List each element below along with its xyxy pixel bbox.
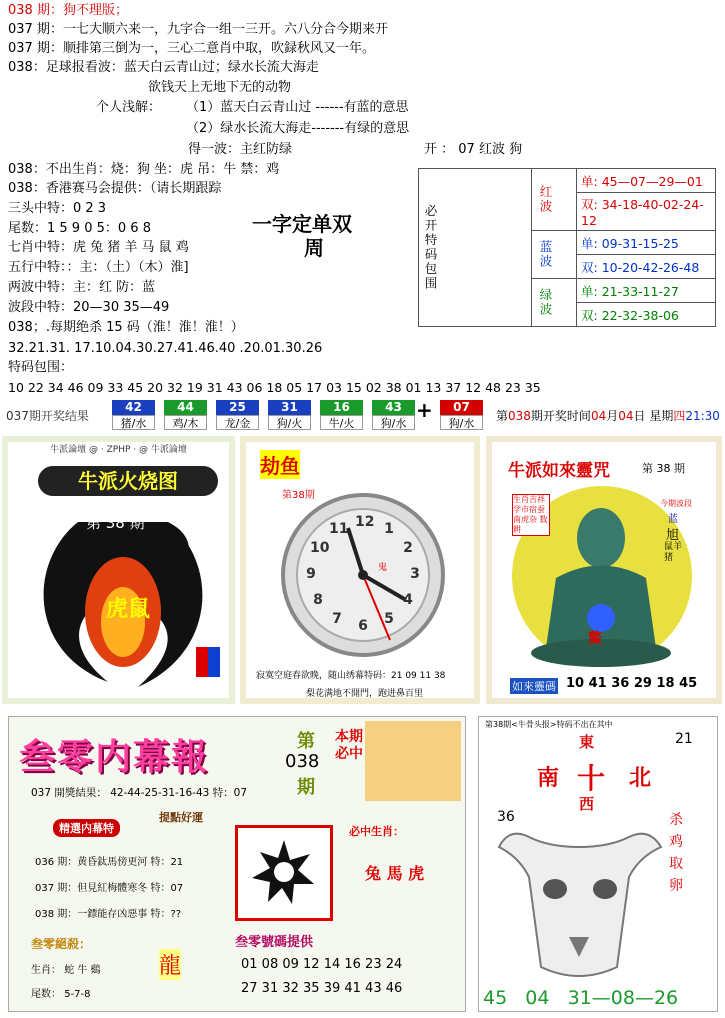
header-line-7: （2）绿水长流大海走-------有绿的意思 [186,121,410,136]
header-line-1: 038 期：狗不理版； [8,3,128,18]
ball-number: 31 [268,400,311,415]
buddha-bottom-label: 如來靈碼 [512,680,556,693]
wave-blue-even: 双: 10-20-42-26-48 [577,255,716,279]
insider-hint-title: 提點好運 [159,811,203,824]
skull-west: 西 [579,795,595,813]
skull-side-text: 杀鸡取卵 [669,812,683,894]
plus-sign: + [416,398,433,422]
insider-kill-tail: 尾数： 5-7-8 [31,989,91,1000]
header-line-19: 特码包围： [8,360,74,375]
ball-number: 42 [112,400,155,415]
ball-number: 43 [372,400,415,415]
clock-number: 1 [384,520,394,537]
header-line-20: 10 22 34 46 09 33 45 20 32 19 31 43 06 18 05 17 03 15 02 38 01 13 37 12 48 23 35 [8,380,541,395]
header-line-5: 欲钱天上无地下无的动物 [148,80,292,95]
ball-zodiac: 猪/水 [112,415,155,430]
clock-number: 5 [384,611,394,628]
insider-star-box [235,825,333,921]
skull-num-left: 36 [497,809,515,825]
result-ball [164,400,207,430]
insider-issue-num: 038 [285,751,320,772]
buddha-right-3: 旭 [666,528,680,543]
clock-number: 4 [403,592,413,608]
skull-bottom: 45 04 31—08—26 [483,987,679,1009]
insider-title: 叁零内幕報 [19,737,210,778]
clock-number: 6 [358,618,368,634]
header-line-16: 波段中特：20—30 35—49 [8,300,170,315]
fire-title: 牛派火烧图 [38,466,218,496]
slogan-1: 一字定单双 [252,212,352,236]
wave-green: 绿波 [532,279,577,327]
ball-zodiac: 牛/火 [320,415,363,430]
skull-header: 第38期<牛骨头报>特码不出在其中 [485,720,613,729]
insider-nums-row-2: 27 31 32 35 39 41 43 46 [241,981,403,996]
results-label: 037期开奖结果 [6,409,89,423]
buddha-right-2: 蓝 [668,514,678,525]
buddha-panel [486,436,722,704]
insider-issue-a: 第 [297,731,315,752]
wave-green-odd: 单: 21-33-11-27 [577,279,716,303]
next-draw-info: 第038期开奖时间04月04日 星期四21:30 [496,409,720,423]
header-line-3: 037 期：顺排第三倒为一，三心二意肖中取，吹録秋风又一年。 [8,41,375,56]
result-ball [268,400,311,430]
slogan-2: 周 [304,236,324,260]
header-line-10: 038：香港赛马会提供：（请长期跟踪 [8,181,222,196]
skull-south: 南 [537,766,560,791]
buddha-char: 鱉 [588,631,602,647]
buddha-issue: 第 38 期 [642,462,685,475]
header-line-11: 三头中特：0 2 3 [8,201,107,216]
watermark-top: 牛派論壇 @ · ZPHP · @ 牛派論壇 [50,445,187,455]
header-line-18: 32.21.31. 17.10.04.30.27.41.46.40 .20.01.30.26 [8,341,323,356]
wave-red: 红波 [532,169,577,231]
skull-center: 十 [577,762,606,795]
clock-number: 3 [410,566,420,582]
clock-number: 10 [309,540,330,556]
header-line-15: 两波中特：主：红 防：蓝 [8,280,156,295]
header-line-17: 038；.每期绝杀 15 码（淮！淮！淮！） [8,320,244,335]
insider-issue-b: 期 [297,777,315,798]
clock-number: 9 [306,566,316,582]
fire-panel [2,436,235,704]
header-line-14: 五行中特：：主：（土）（木）淮] [8,260,189,275]
wave-blue: 蓝波 [532,231,577,279]
clock-number: 12 [355,514,375,530]
insider-line-1: 036 期：黄昏鈦馬傍更河 特：21 [35,857,184,868]
skull-east: 東 [579,733,595,751]
header-line-2: 037 期：一七大顺六来一，九字合一组一三开。六八分合今期来开 [8,22,388,37]
ball-zodiac: 狗/水 [372,415,415,430]
clock-number: 11 [329,520,349,537]
ball-zodiac: 狗/火 [268,415,311,430]
buddha-right-1: 今期波段 [660,499,692,508]
insider-panel [8,716,466,1012]
clock-text-2: 梨花满地不開門，跑进鼻百里 [306,689,424,699]
insider-nums-label: 叁零號碼提供 [235,935,314,950]
wave-red-odd: 单: 45—07—29—01 [577,169,716,193]
buddha-left-text: 生肖吉祥 学市宿蚕 南虎杂 数耕 [512,494,550,536]
header-line-13: 七肖中特：虎 兔 猪 羊 马 鼠 鸡 [8,240,189,255]
insider-line-3: 038 期：一鏢能存凶惡事 特：?? [35,909,182,920]
table-side-label: 必开特码包围 [419,169,532,327]
ball-zodiac: 狗/水 [440,415,483,430]
wave-blue-odd: 单: 09-31-15-25 [577,231,716,255]
ball-number: 44 [164,400,207,415]
open-result: 开 ： 07 红波 狗 [424,142,523,157]
wave-table [418,168,716,327]
clock-panel [240,436,480,704]
ball-number: 25 [216,400,259,415]
header-line-8: 得一波：主红防绿 [188,142,293,157]
result-ball [216,400,259,430]
insider-badge: 精選内幕特 [53,819,120,837]
skull-panel [478,716,718,1012]
insider-result-line: 037 開獎結果： 42-44-25-31-16-43 特：07 [31,787,248,799]
insider-must-zodiac-label: 必中生肖： [349,825,404,838]
wave-green-even: 双: 22-32-38-06 [577,303,716,327]
buddha-title: 牛派如來靈咒 [508,461,610,481]
special-ball [440,400,483,430]
insider-nums-row-1: 01 08 09 12 14 16 23 24 [241,957,403,972]
clock-issue: 第38期 [282,490,315,501]
insider-must: 本期必中 [335,729,363,762]
insider-kill-label: 叁零絕殺： [31,937,92,951]
header-line-4: 038：足球报看波：蓝天白云青山过；绿水长流大海走 [8,60,319,75]
star-icon [238,828,330,918]
insider-kill-zodiac: 生肖： 蛇 牛 鷄 [31,965,101,976]
clock-title: 劫鱼 [260,450,300,479]
fire-issue: 第 38 期 [86,514,145,532]
skull-north: 北 [629,766,652,791]
result-ball [320,400,363,430]
insider-line-2: 037 期：但見紅梅體寒冬 特：07 [35,883,184,894]
clock-number: 7 [332,611,342,628]
clock-number: 2 [403,540,413,556]
ball-zodiac: 鸡/木 [164,415,207,430]
result-ball [112,400,155,430]
clock-number: 8 [313,592,323,608]
clock-tag: 鬼 [378,563,388,573]
skull-num-tr: 21 [675,731,693,747]
buddha-bottom-nums: 10 41 36 29 18 45 [566,676,698,691]
header-line-6a: 个人浅解： [96,100,162,115]
insider-must-zodiac: 兔 馬 虎 [365,864,425,883]
ball-number: 16 [320,400,363,415]
result-ball [372,400,415,430]
bull-skull-icon [489,817,669,987]
header-line-12: 尾数：1 5 9 0 5：0 6 8 [8,221,151,236]
clock-text-1: 寂寞空庭春欲晚，随山绣幕特码：21 09 11 38 [256,671,446,681]
buddha-right-4: 鼠羊猪 [664,542,683,563]
ball-zodiac: 龙/金 [216,415,259,430]
wave-red-even: 双: 34-18-40-02-24-12 [577,193,716,231]
header-line-6b: （1）蓝天白云青山过 ------有蓝的意思 [186,100,409,115]
header-line-9: 038：不出生肖：烧：狗 坐：虎 吊：牛 禁：鸡 [8,162,280,177]
ball-number: 07 [440,400,483,415]
insider-figure-image [365,721,461,801]
insider-dragon: 龍 [159,949,181,980]
fire-char: 虎鼠 [106,597,151,622]
